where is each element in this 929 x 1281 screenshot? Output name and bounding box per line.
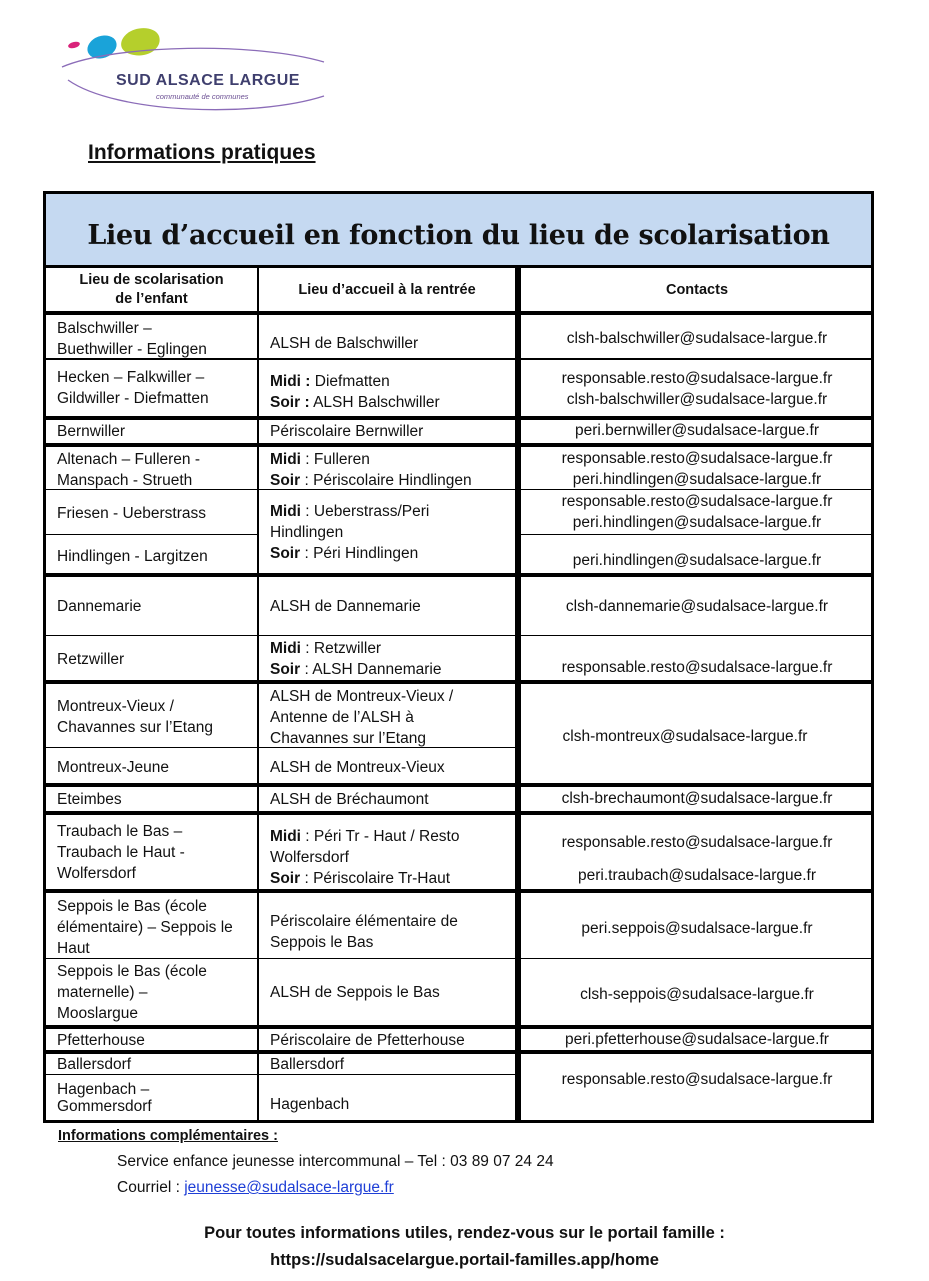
contact-email: peri.traubach@sudalsace-largue.fr — [577, 867, 817, 884]
school-cell: Dannemarie — [57, 598, 142, 615]
midi-text: Hindlingen — [270, 524, 344, 541]
info-header: Informations complémentaires : — [58, 1128, 278, 1144]
midi-text: : Retzwiller — [301, 640, 382, 657]
header-school — [46, 271, 257, 309]
school-text: Mooslargue — [57, 1005, 138, 1022]
row-divider — [46, 573, 871, 577]
school-cell — [57, 318, 207, 360]
reception-cell: Périscolaire Bernwiller — [270, 423, 424, 440]
school-text: Chavannes sur l’Etang — [57, 719, 213, 736]
email-label: Courriel : — [117, 1179, 185, 1196]
row-divider — [46, 680, 871, 684]
midi-text: : Péri Tr - Haut / Resto — [301, 828, 460, 845]
contact-email: responsable.resto@sudalsace-largue.fr — [561, 659, 833, 676]
school-text: Traubach le Haut - — [57, 844, 185, 861]
soir-label: Soir — [270, 661, 301, 678]
row-divider — [46, 534, 257, 535]
reception-cell: Ballersdorf — [270, 1056, 345, 1073]
reception-table — [43, 191, 874, 1123]
header-contacts: Contacts — [665, 282, 729, 298]
soir-label: Soir : — [270, 394, 310, 411]
school-text: Wolfersdorf — [57, 865, 136, 882]
footer-url[interactable]: https://sudalsacelargue.portail-familles.app/home — [270, 1251, 659, 1269]
school-cell: Hindlingen - Largitzen — [57, 548, 208, 565]
reception-cell — [270, 371, 440, 413]
contact-email: clsh-montreux@sudalsace-largue.fr — [562, 728, 808, 745]
email-link[interactable]: jeunesse@sudalsace-largue.fr — [184, 1179, 394, 1196]
contact-email: responsable.resto@sudalsace-largue.fr — [561, 1071, 833, 1088]
school-cell: Ballersdorf — [57, 1056, 132, 1073]
soir-text: : Périscolaire Tr-Haut — [300, 870, 451, 887]
school-text: Buethwiller - Eglingen — [57, 341, 207, 358]
school-cell: Pfetterhouse — [57, 1032, 145, 1049]
contact-email: clsh-balschwiller@sudalsace-largue.fr — [566, 330, 828, 347]
midi-text: Diefmatten — [310, 373, 390, 390]
row-divider — [46, 811, 871, 815]
soir-text: ALSH Balschwiller — [309, 394, 440, 411]
email-line — [117, 1179, 394, 1197]
midi-label: Midi : — [270, 373, 311, 390]
school-text: Altenach – Fulleren - — [57, 451, 201, 468]
page-title: Informations pratiques — [88, 141, 316, 164]
header-school-line1: Lieu de scolarisation — [79, 272, 224, 288]
school-text: maternelle) – — [57, 984, 148, 1001]
school-cell — [57, 367, 209, 409]
reception-text: Antenne de l’ALSH à — [270, 709, 414, 726]
reception-text: Seppois le Bas — [270, 934, 374, 951]
school-text: Haut — [57, 940, 90, 957]
midi-label: Midi — [270, 503, 301, 520]
contact-email: responsable.resto@sudalsace-largue.fr — [561, 493, 833, 510]
soir-text: : Périscolaire Hindlingen — [300, 472, 472, 489]
table-title: Lieu d’accueil en fonction du lieu de scolarisation — [87, 220, 830, 251]
reception-cell: ALSH de Dannemarie — [270, 598, 421, 615]
school-cell: Friesen - Ueberstrass — [57, 505, 207, 522]
row-divider — [46, 635, 871, 636]
soir-text: : ALSH Dannemarie — [300, 661, 442, 678]
school-text: Hecken – Falkwiller – — [57, 369, 205, 386]
reception-text: ALSH de Montreux-Vieux / — [270, 688, 454, 705]
contact-email: responsable.resto@sudalsace-largue.fr — [561, 370, 833, 387]
midi-text: : Fulleren — [301, 451, 370, 468]
column-divider — [257, 265, 259, 1120]
contact-email: responsable.resto@sudalsace-largue.fr — [561, 450, 833, 467]
contact-cell — [521, 368, 873, 410]
school-text: Hagenbach – — [57, 1081, 150, 1098]
contact-email: clsh-balschwiller@sudalsace-largue.fr — [566, 391, 828, 408]
contact-email: peri.bernwiller@sudalsace-largue.fr — [574, 422, 820, 439]
reception-cell: Périscolaire de Pfetterhouse — [270, 1032, 465, 1049]
reception-text: Périscolaire élémentaire de — [270, 913, 458, 930]
header-reception: Lieu d’accueil à la rentrée — [298, 282, 476, 298]
row-divider — [46, 783, 871, 787]
midi-label: Midi — [270, 828, 301, 845]
reception-cell: ALSH de Seppois le Bas — [270, 984, 440, 1001]
contact-email: peri.pfetterhouse@sudalsace-largue.fr — [565, 1031, 829, 1048]
footer-line1: Pour toutes informations utiles, rendez-vous sur le portail famille : — [204, 1224, 725, 1242]
contact-email: clsh-brechaumont@sudalsace-largue.fr — [561, 790, 833, 807]
reception-cell: ALSH de Bréchaumont — [270, 791, 429, 808]
midi-label: Midi — [270, 451, 301, 468]
logo-title: SUD ALSACE LARGUE — [116, 72, 300, 89]
school-cell: Retzwiller — [57, 651, 125, 668]
school-text: Seppois le Bas (école — [57, 898, 207, 915]
reception-cell — [270, 911, 458, 953]
school-cell: Eteimbes — [57, 791, 122, 808]
school-cell — [57, 821, 185, 884]
reception-text: Chavannes sur l’Etang — [270, 730, 426, 747]
service-line: Service enfance jeunesse intercommunal – Tel : 03 89 07 24 24 — [117, 1153, 554, 1170]
school-text: élémentaire) – Seppois le — [57, 919, 233, 936]
soir-label: Soir — [270, 870, 301, 887]
logo-subtitle: communauté de communes — [156, 92, 249, 101]
contact-cell — [521, 491, 873, 533]
school-cell — [57, 1081, 152, 1115]
header-school-line2: de l’enfant — [115, 291, 188, 307]
soir-label: Soir — [270, 472, 301, 489]
school-text: Gommersdorf — [57, 1098, 152, 1115]
contact-email: responsable.resto@sudalsace-largue.fr — [561, 834, 833, 851]
contact-email: peri.hindlingen@sudalsace-largue.fr — [572, 471, 822, 488]
logo — [56, 22, 328, 118]
school-cell — [57, 961, 207, 1024]
contact-email: clsh-dannemarie@sudalsace-largue.fr — [565, 598, 829, 615]
school-text: Manspach - Strueth — [57, 472, 193, 489]
midi-text: Wolfersdorf — [270, 849, 349, 866]
contact-email: clsh-seppois@sudalsace-largue.fr — [580, 986, 814, 1003]
contact-cell — [521, 448, 873, 490]
contact-email: peri.hindlingen@sudalsace-largue.fr — [572, 514, 822, 531]
school-cell — [57, 696, 213, 738]
reception-cell — [270, 449, 472, 491]
row-divider — [46, 311, 871, 315]
soir-text: : Péri Hindlingen — [300, 545, 419, 562]
school-cell: Bernwiller — [57, 423, 126, 440]
reception-cell — [270, 686, 453, 749]
school-cell — [57, 896, 233, 959]
reception-cell — [270, 638, 441, 680]
midi-label: Midi — [270, 640, 301, 657]
school-text: Traubach le Bas – — [57, 823, 183, 840]
school-text: Balschwiller – — [57, 320, 152, 337]
school-text: Gildwiller - Diefmatten — [57, 390, 209, 407]
reception-cell: ALSH de Montreux-Vieux — [270, 759, 445, 776]
reception-cell: ALSH de Balschwiller — [270, 335, 419, 352]
soir-label: Soir — [270, 545, 301, 562]
school-text: Seppois le Bas (école — [57, 963, 207, 980]
school-text: Montreux-Vieux / — [57, 698, 174, 715]
row-divider — [521, 534, 871, 535]
contact-email: peri.seppois@sudalsace-largue.fr — [581, 920, 813, 937]
reception-cell — [270, 826, 460, 889]
school-cell — [57, 449, 200, 491]
row-divider — [46, 443, 871, 447]
logo-graphic — [56, 22, 328, 118]
reception-cell — [270, 501, 429, 564]
reception-cell: Hagenbach — [270, 1096, 350, 1113]
school-cell: Montreux-Jeune — [57, 759, 170, 776]
contact-cell — [521, 826, 873, 892]
contact-email: peri.hindlingen@sudalsace-largue.fr — [572, 552, 822, 569]
midi-text: : Ueberstrass/Peri — [301, 503, 430, 520]
